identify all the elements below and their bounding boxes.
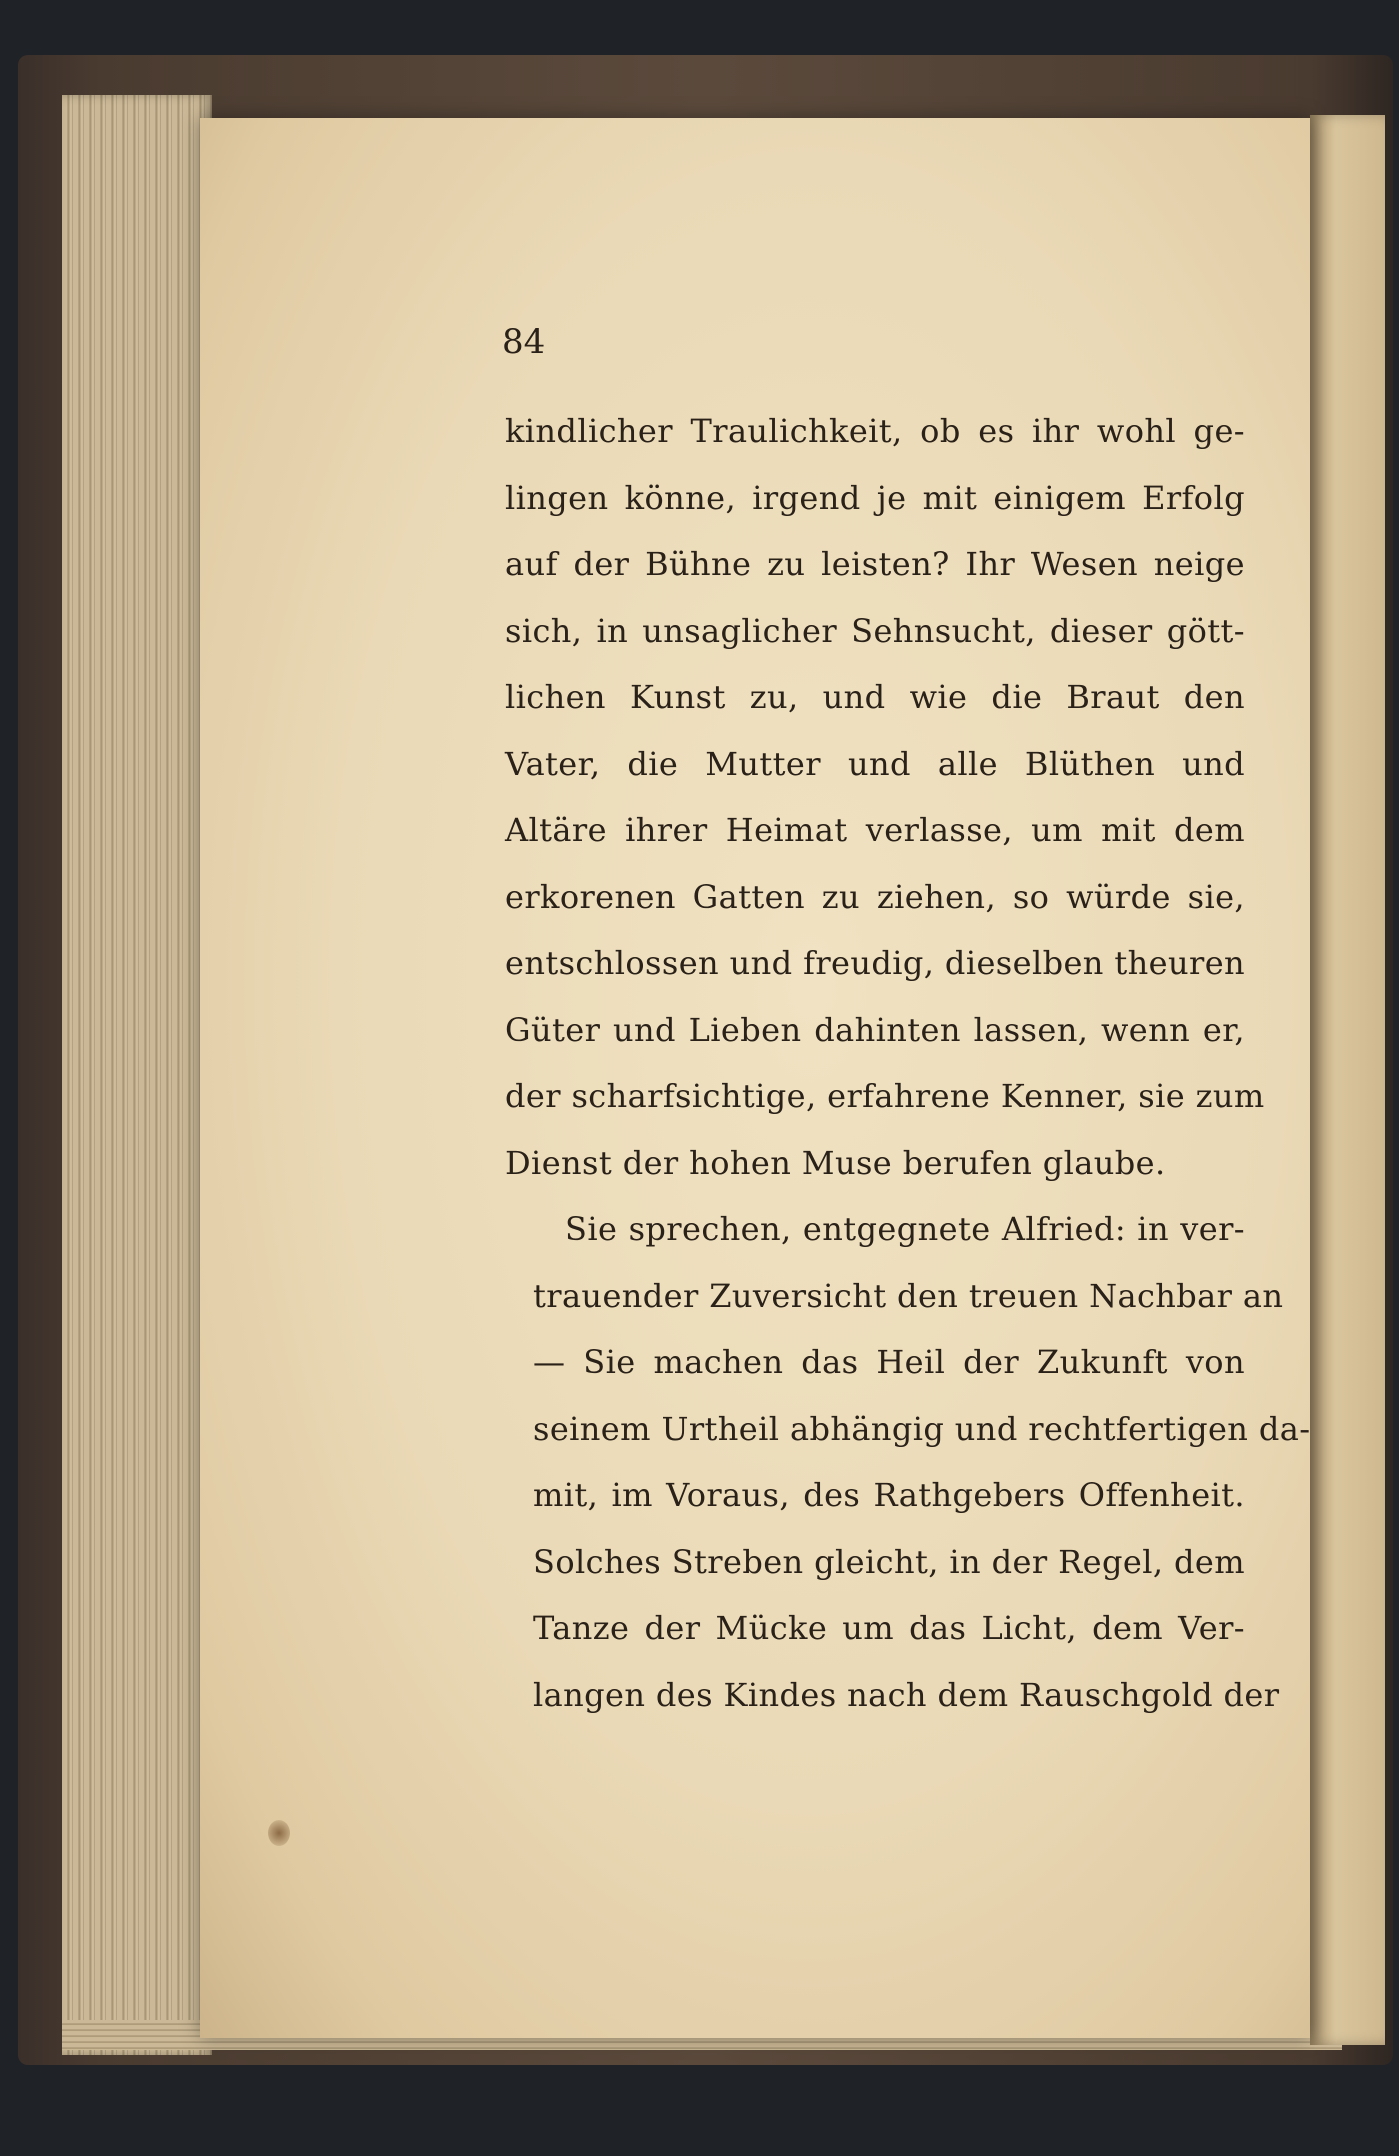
text-line: entschlossen und freudig, dieselben theuren xyxy=(505,944,1246,982)
text-line: erkorenen Gatten zu ziehen, so würde sie, xyxy=(505,877,1245,916)
body-text xyxy=(505,398,1311,1728)
text-line: seinem Urtheil abhängig und rechtfertigen da- xyxy=(533,1409,1311,1448)
text-line: langen des Kindes nach dem Rauschgold der xyxy=(533,1675,1280,1714)
text-line: Dienst der hohen Muse berufen glaube. xyxy=(505,1143,1166,1182)
text-line: Güter und Lieben dahinten lassen, wenn er, xyxy=(505,1010,1245,1049)
facing-page-gutter xyxy=(1310,115,1385,2045)
text-line: Vater, die Mutter und alle Blüthen und xyxy=(505,744,1245,783)
text-line: trauender Zuversicht den treuen Nachbar an xyxy=(533,1276,1284,1315)
text-line: — Sie machen das Heil der Zukunft von xyxy=(533,1343,1245,1381)
text-line: sich, in unsaglicher Sehnsucht, dieser gött- xyxy=(505,611,1245,650)
text-line: lichen Kunst zu, und wie die Braut den xyxy=(505,678,1245,716)
text-line: lingen könne, irgend je mit einigem Erfolg xyxy=(505,478,1245,517)
text-line: Sie sprechen, entgegnete Alfried: in ver- xyxy=(565,1210,1245,1248)
text-line: mit, im Voraus, des Rathgebers Offenheit. xyxy=(533,1476,1245,1514)
text-line: Altäre ihrer Heimat verlasse, um mit dem xyxy=(505,811,1245,849)
text-line: auf der Bühne zu leisten? Ihr Wesen neige xyxy=(505,545,1245,583)
page-edges-left xyxy=(62,95,212,2055)
text-line: Tanze der Mücke um das Licht, dem Ver- xyxy=(533,1609,1245,1647)
text-line: der scharfsichtige, erfahrene Kenner, sie zum xyxy=(505,1077,1265,1115)
text-line: kindlicher Traulichkeit, ob es ihr wohl ge- xyxy=(505,412,1245,450)
page-number: 84 xyxy=(502,322,546,362)
text-line: Solches Streben gleicht, in der Regel, dem xyxy=(533,1542,1245,1581)
paper-stain xyxy=(268,1820,290,1846)
